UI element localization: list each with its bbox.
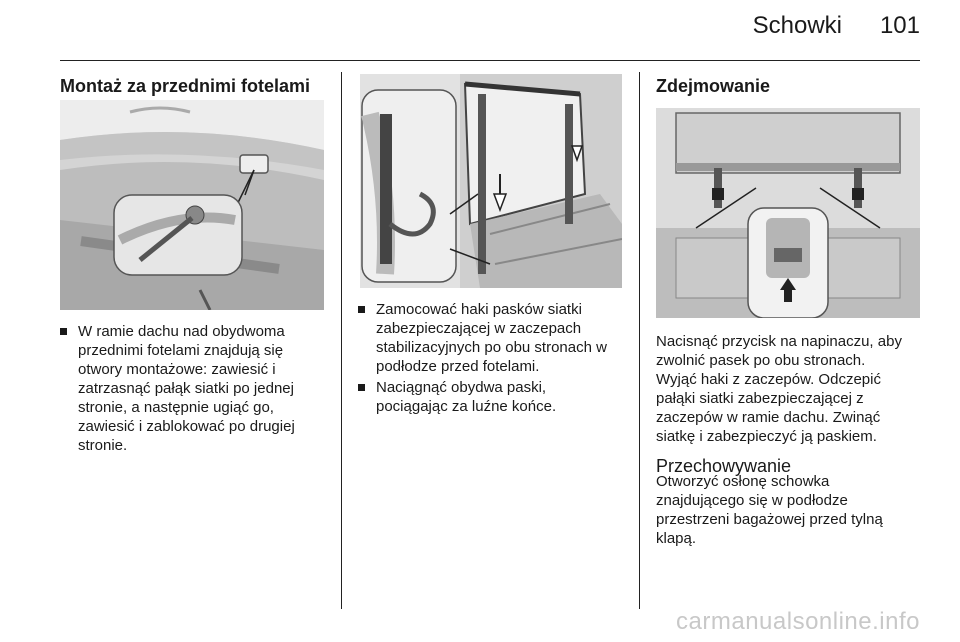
bullet-text: Naciągnąć obydwa paski, pociągając za luźne końce.: [376, 379, 557, 415]
bullet-marker: [358, 384, 365, 391]
illustration-floor-hooks: [360, 74, 622, 288]
list-item: [60, 322, 324, 455]
page-header: [60, 0, 920, 61]
section-heading: Montaż za przednimi fotelami: [60, 76, 311, 96]
page-number: 101: [879, 12, 920, 39]
column-divider: [639, 72, 640, 609]
column-left: [60, 74, 324, 98]
section-title: Schowki: [752, 12, 842, 39]
body-paragraph: Otworzyć osłonę schowka znajdującego się w podłodze przestrzeni bagażowej przed tylną klapą.: [656, 473, 883, 547]
illustration-roof-mount: [60, 100, 324, 310]
list-item: [358, 300, 624, 376]
list-item: [358, 378, 624, 416]
bullet-text: Zamocować haki pasków siatki zabezpieczającej w zaczepach stabilizacyjnych po obu stronach w podłodze przed fotelami.: [376, 301, 607, 375]
bullet-marker: [358, 306, 365, 313]
section-heading: Zdejmowanie: [656, 76, 771, 96]
column-right: [656, 74, 922, 98]
section-heading: Przechowywanie: [656, 456, 792, 476]
bullet-text: W ramie dachu nad obydwoma przednimi fotelami znajdują się otwory montażowe: zawiesić i zatrzasnąć pałąk siatki po jednej stronie, a następnie ugiąć go, zawiesić i zablokować po drugiej stronie.: [78, 323, 295, 454]
column-divider: [341, 72, 342, 609]
watermark: carmanualsonline.info: [676, 608, 920, 635]
illustration-strap-release: [656, 108, 920, 318]
bullet-marker: [60, 328, 67, 335]
body-paragraph: Nacisnąć przycisk na napinaczu, aby zwolnić pasek po obu stronach. Wyjąć haki z zaczepów. Odczepić pałąki siatki zabezpieczającej z zaczepów w ramie dachu. Zwinąć siatkę i zabezpieczyć ją paskiem.: [656, 333, 902, 445]
